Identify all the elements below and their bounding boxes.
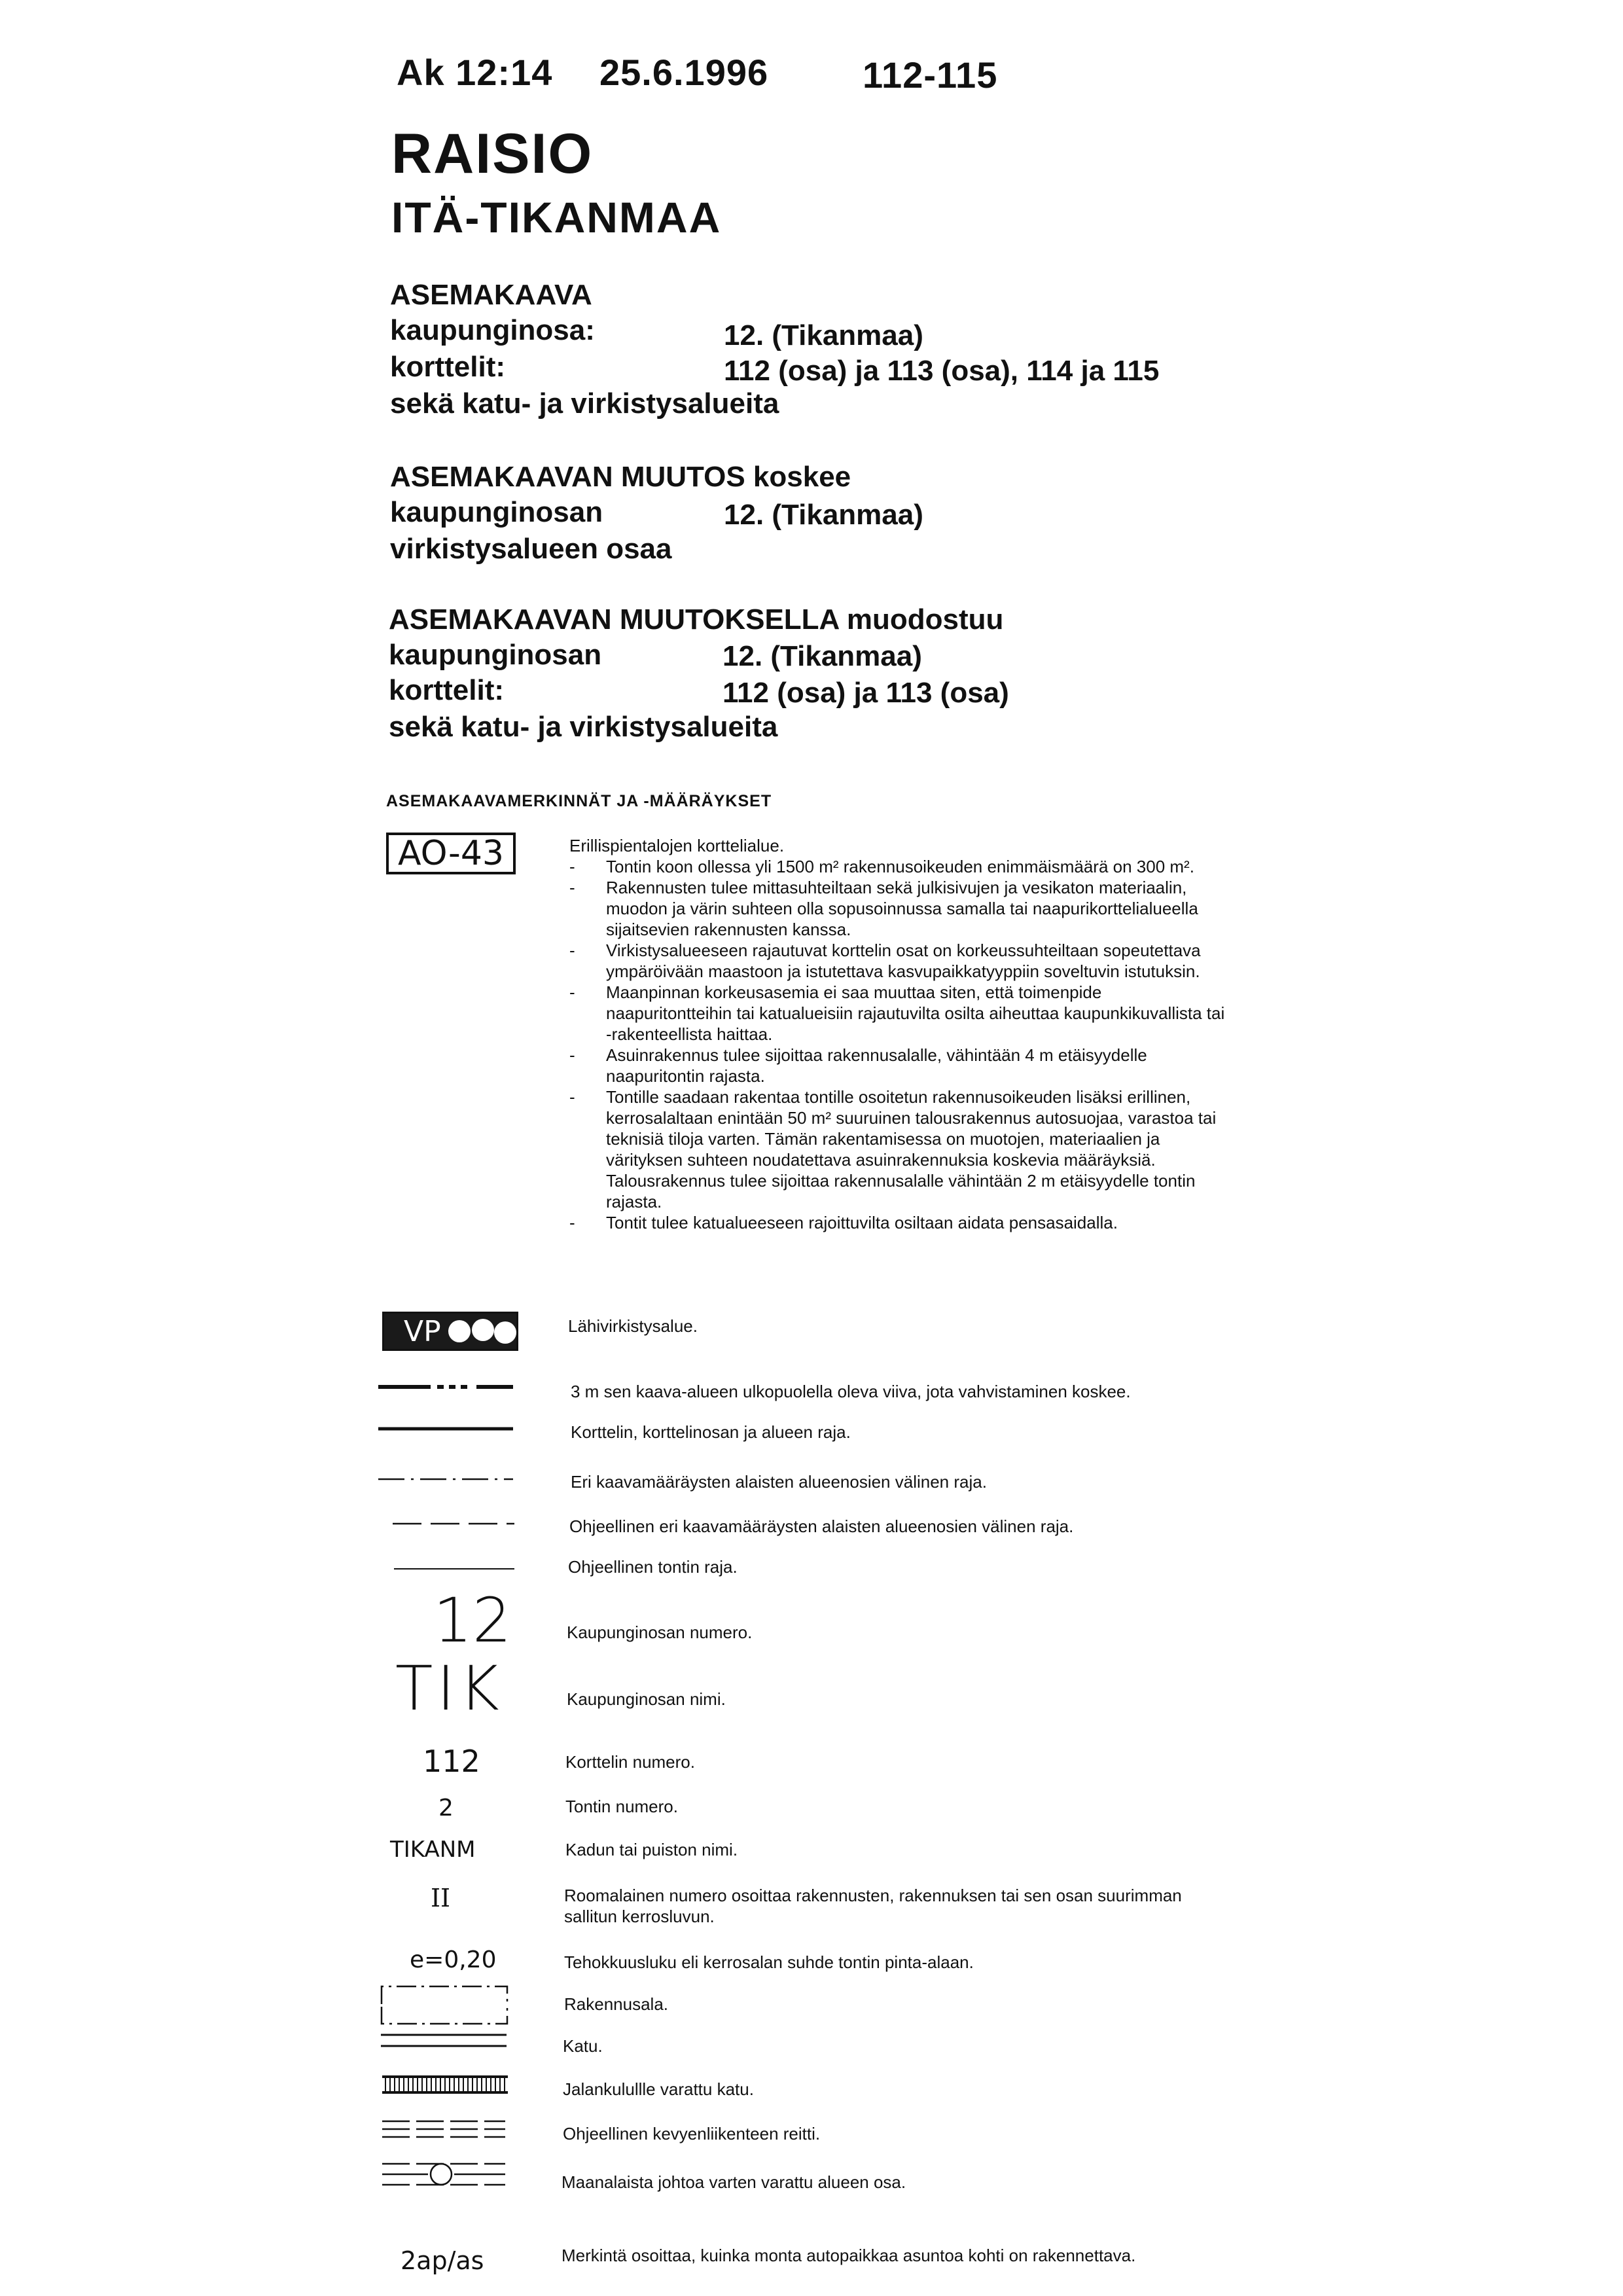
change-district-label: kaupunginosan <box>390 496 603 528</box>
plan-blocks-label: korttelit: <box>390 351 505 383</box>
dashed-line-symbol <box>393 1521 517 1526</box>
area-title: ITÄ-TIKANMAA <box>391 193 722 242</box>
district-number-symbol: 12 <box>433 1585 512 1657</box>
ao-rule: - Maanpinnan korkeusasemia ei saa muuttaa siten, että toimenpide naapuritontteihin tai katualueisiin rajautuvilta osilta aiheuttaa kaupunkikuvallista tai -rakenteellista haittaa. <box>569 982 1230 1045</box>
floor-count-symbol: II <box>431 1884 451 1912</box>
dashdot-line-symbol <box>378 1477 516 1482</box>
change-extra: virkistysalueen osaa <box>390 533 672 565</box>
efficiency-symbol: e=0,20 <box>410 1946 497 1973</box>
vp-text: Lähivirkistysalue. <box>568 1316 698 1336</box>
building-area-text: Rakennusala. <box>564 1994 668 2014</box>
vp-zone-symbol <box>382 1312 518 1351</box>
plan-extra: sekä katu- ja virkistysalueita <box>390 387 779 420</box>
result-blocks-label: korttelit: <box>389 674 504 706</box>
document-date: 25.6.1996 <box>599 52 769 93</box>
block-number-text: Korttelin numero. <box>565 1752 695 1772</box>
district-name-text: Kaupunginosan nimi. <box>567 1689 726 1709</box>
vp-zone-label: VP <box>404 1315 441 1348</box>
floor-count-text: Roomalainen numero osoittaa rakennusten, rakennuksen tai sen osan suurimman sallitun kerrosluvun. <box>564 1886 1182 1926</box>
legend-title: ASEMAKAAVAMERKINNÄT JA -MÄÄRÄYKSET <box>386 792 772 810</box>
ao-rule: - Tontit tulee katualueeseen rajoittuvilta osiltaan aidata pensasaidalla. <box>569 1212 1230 1233</box>
block-number-symbol: 112 <box>423 1744 480 1779</box>
tree-icon <box>472 1319 494 1341</box>
ao-heading: Erillispientalojen korttelialue. <box>569 836 785 855</box>
efficiency-text: Tehokkuusluku eli kerrosalan suhde tontin pinta-alaan. <box>564 1952 974 1972</box>
pipeline-area-text: Maanalaista johtoa varten varattu alueen osa. <box>562 2172 906 2192</box>
pedestrian-street-symbol <box>382 2075 509 2094</box>
change-district-value: 12. (Tikanmaa) <box>724 499 923 531</box>
ao-rule: - Virkistysalueeseen rajautuvat korttelin osat on korkeussuhteiltaan sopeutettava ympäröivään maastoon ja istutettava kasvupaikkatyyppiin soveltuvin istutuksin. <box>569 940 1230 982</box>
boundary-3m-text: 3 m sen kaava-alueen ulkopuolella oleva viiva, jota vahvistaminen koskee. <box>571 1382 1131 1401</box>
document-ref: Ak 12:14 <box>397 52 553 93</box>
light-traffic-route-symbol <box>382 2119 507 2139</box>
ao-rule: - Rakennusten tulee mittasuhteiltaan sekä julkisivujen ja vesikaton materiaalin, muodon ja värin suhteen olla sopusoinnussa samalla tai naapurikorttelialueella sijaitsevien rakennusten kanssa. <box>569 877 1230 940</box>
ao-rule: - Tontille saadaan rakentaa tontille osoitetun rakennusoikeuden lisäksi erillinen, kerrosalaltaan enintään 50 m² suuruinen talousrakennus autosuojaa, varastoa tai teknisiä tiloja varten. Tämän rakentamisessa on muotojen, materiaalien ja värityksen suhteen noudatettava asuinrakennuksia koskevia määräyksiä. Talousrakennus tulee sijoittaa rakennusalalle vähintään 2 m etäisyydelle tontin rajasta. <box>569 1086 1230 1212</box>
result-title: ASEMAKAAVAN MUUTOKSELLA muodostuu <box>389 603 1004 636</box>
ao-rules-list <box>569 856 1230 1233</box>
block-line-text: Korttelin, korttelinosan ja alueen raja. <box>571 1422 851 1442</box>
street-symbol <box>381 2033 508 2049</box>
plan-blocks-value: 112 (osa) ja 113 (osa), 114 ja 115 <box>724 355 1160 387</box>
district-name-symbol: TIK <box>395 1653 503 1725</box>
tree-icon <box>494 1321 516 1344</box>
block-line-symbol <box>378 1426 516 1432</box>
light-traffic-route-text: Ohjeellinen kevyenliikenteen reitti. <box>563 2124 821 2144</box>
ao-rule: - Tontin koon ollessa yli 1500 m² rakennusoikeuden enimmäismäärä on 300 m². <box>569 856 1230 877</box>
ao-description <box>569 835 1230 1233</box>
result-district-value: 12. (Tikanmaa) <box>722 640 922 672</box>
street-name-text: Kadun tai puiston nimi. <box>565 1840 738 1859</box>
plot-number-text: Tontin numero. <box>565 1797 678 1816</box>
pipeline-area-symbol <box>382 2160 507 2189</box>
plot-number-symbol: 2 <box>438 1795 454 1821</box>
city-title: RAISIO <box>391 122 594 185</box>
ao-zone-symbol: AO-43 <box>386 833 516 874</box>
result-extra: sekä katu- ja virkistysalueita <box>389 711 778 743</box>
parking-symbol: 2ap/as <box>401 2246 484 2275</box>
plot-line-text: Ohjeellinen tontin raja. <box>568 1557 738 1577</box>
plan-district-value: 12. (Tikanmaa) <box>724 319 923 351</box>
dashdot-line-text: Eri kaavamääräysten alaisten alueenosien välinen raja. <box>571 1472 987 1492</box>
boundary-3m-line-symbol <box>378 1382 516 1391</box>
pedestrian-street-text: Jalankulullle varattu katu. <box>563 2079 754 2099</box>
result-blocks-value: 112 (osa) ja 113 (osa) <box>722 677 1009 709</box>
street-text: Katu. <box>563 2036 603 2056</box>
plot-line-symbol <box>394 1567 516 1571</box>
change-title: ASEMAKAAVAN MUUTOS koskee <box>390 461 851 493</box>
plan-title: ASEMAKAAVA <box>390 279 592 311</box>
district-number-text: Kaupunginosan numero. <box>567 1623 753 1642</box>
ao-rule: - Asuinrakennus tulee sijoittaa rakennusalalle, vähintään 4 m etäisyydelle naapuritontin rajasta. <box>569 1045 1230 1086</box>
dashed-line-text: Ohjeellinen eri kaavamääräysten alaisten alueenosien välinen raja. <box>569 1516 1074 1536</box>
result-district-label: kaupunginosan <box>389 639 602 671</box>
building-area-symbol <box>380 1984 510 2026</box>
street-name-symbol: TIKANM <box>390 1837 476 1863</box>
page-range: 112-115 <box>863 54 998 96</box>
parking-text: Merkintä osoittaa, kuinka monta autopaikkaa asuntoa kohti on rakennettava. <box>562 2246 1136 2265</box>
tree-icon <box>448 1320 471 1342</box>
plan-district-label: kaupunginosa: <box>390 314 595 346</box>
